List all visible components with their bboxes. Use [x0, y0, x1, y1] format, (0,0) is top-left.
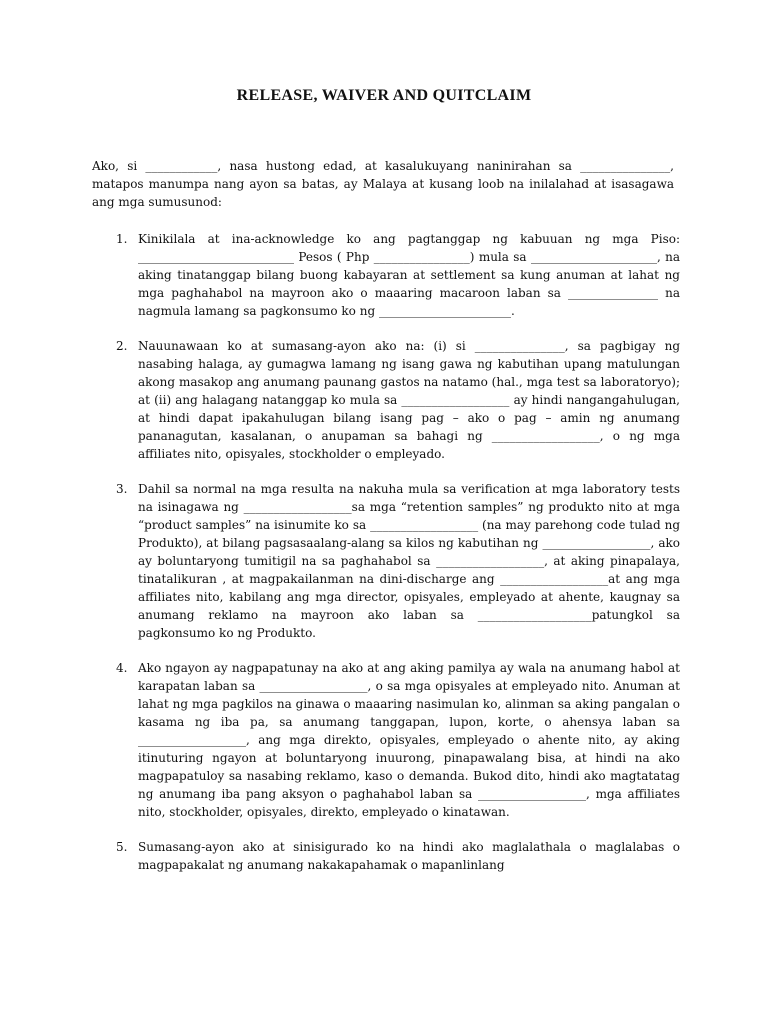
item-text: Dahil sa normal na mga resulta na nakuha mula sa verification at mga laboratory tests na isinagawa ng __________________sa mga “retention samples” ng produkto nito at mga “product samples” na isinumite ko sa __________________ (na may parehong code tulad ng Produkto), at bilang pagsasaalang-alang sa kilos ng kabutihan ng __________________, ako ay boluntaryong tumitigil na sa paghahabol sa __________________, at aking pinapalaya, tinatalikuran , at magpakailanman na dini-discharge ang __________________at ang mga affiliates nito, kabilang ang mga director, opisyales, empleyado at ahente, kaugnay sa anumang reklamo na mayroon ako laban sa ___________________patungkol sa pagkonsumo ko ng Produkto.: [138, 482, 680, 640]
item-number: 3.: [116, 482, 128, 496]
list-item: [92, 659, 680, 821]
list-item: [92, 337, 680, 463]
list-item: [92, 480, 680, 642]
list-item: [92, 230, 680, 320]
numbered-list: [92, 230, 680, 891]
intro-paragraph: Ako, si ____________, nasa hustong edad, at kasalukuyang naninirahan sa _______________, matapos manumpa nang ayon sa batas, ay Malaya at kusang loob na inilalahad at isasagawa ang mga sumusunod:: [92, 159, 674, 209]
item-text: Kinikilala at ina-acknowledge ko ang pagtanggap ng kabuuan ng mga Piso: __________________________ Pesos ( Php ________________) mula sa _____________________, na aking tinatanggap bilang buong kabayaran at settlement sa kung anuman at lahat ng mga paghahabol na mayroon ako o maaaring macaroon laban sa _______________ na nagmula lamang sa pagkonsumo ko ng ______________________.: [138, 232, 680, 318]
document-title: RELEASE, WAIVER AND QUITCLAIM: [236, 87, 532, 104]
item-number: 4.: [116, 661, 128, 675]
item-number: 1.: [116, 232, 128, 246]
list-item: [92, 838, 680, 874]
item-number: 5.: [116, 840, 128, 854]
item-text: Nauunawaan ko at sumasang-ayon ako na: (i) si _______________, sa pagbigay ng nasabing halaga, ay gumagwa lamang ng isang gawa ng kabutihan upang matulungan akong masakop ang anumang paunang gastos na natamo (hal., mga test sa laboratoryo); at (ii) ang halagang natanggap ko mula sa __________________ ay hindi nangangahulugan, at hindi dapat ipakahulugan bilang isang pag – ako o pag – amin ng anumang pananagutan, kasalanan, o anupaman sa bahagi ng __________________, o ng mga affiliates nito, opisyales, stockholder o empleyado.: [138, 339, 680, 461]
item-number: 2.: [116, 339, 128, 353]
item-text: Ako ngayon ay nagpapatunay na ako at ang aking pamilya ay wala na anumang habol at karapatan laban sa __________________, o sa mga opisyales at empleyado nito. Anuman at lahat ng mga pagkilos na ginawa o maaaring nasimulan ko, alinman sa aking pangalan o kasama ng iba pa, sa anumang tanggapan, lupon, korte, o ahensya laban sa __________________, ang mga direkto, opisyales, empleyado o ahente nito, ay aking itinuturing ngayon at boluntaryong inuurong, pinapawalang bisa, at hindi na ako magpapatuloy sa nasabing reklamo, kaso o demanda. Bukod dito, hindi ako magtatatag ng anumang iba pang aksyon o paghahabol laban sa __________________, mga affiliates nito, stockholder, opisyales, direkto, empleyado o kinatawan.: [138, 661, 680, 819]
item-text: Sumasang-ayon ako at sinisigurado ko na hindi ako maglalathala o maglalabas o magpapakalat ng anumang nakakapahamak o mapanlinlang: [138, 840, 680, 872]
